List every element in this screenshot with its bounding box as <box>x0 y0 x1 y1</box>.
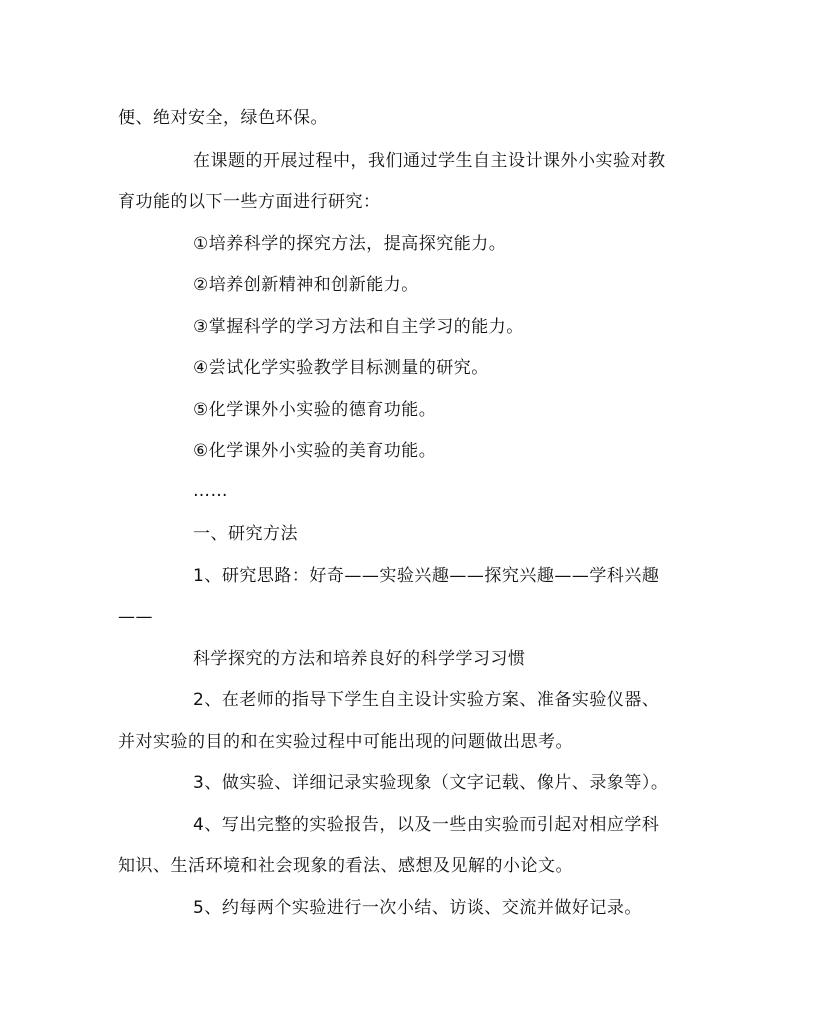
text-line-paragraph-start: 2、在老师的指导下学生自主设计实验方案、准备实验仪器、 <box>193 690 660 710</box>
list-item-5: ⑤化学课外小实验的德育功能。 <box>193 400 437 420</box>
list-item-6: ⑥化学课外小实验的美育功能。 <box>193 441 437 461</box>
text-line: 育功能的以下一些方面进行研究： <box>118 192 381 212</box>
text-line: 知识、生活环境和社会现象的看法、感想及见解的小论文。 <box>118 856 573 876</box>
text-line: 科学探究的方法和培养良好的科学学习习惯 <box>193 649 526 669</box>
section-heading: 一、研究方法 <box>193 524 298 544</box>
text-line-paragraph-start: 在课题的开展过程中，我们通过学生自主设计课外小实验对教 <box>193 151 666 171</box>
text-line-paragraph-start: 4、写出完整的实验报告，以及一些由实验而引起对相应学科 <box>193 815 660 835</box>
list-item-3: ③掌握科学的学习方法和自主学习的能力。 <box>193 317 524 337</box>
list-item-4: ④尝试化学实验教学目标测量的研究。 <box>193 358 489 378</box>
text-line-paragraph-start: 5、约每两个实验进行一次小结、访谈、交流并做好记录。 <box>193 898 642 918</box>
text-line: 并对实验的目的和在实验过程中可能出现的问题做出思考。 <box>118 732 573 752</box>
ellipsis: …… <box>193 481 228 501</box>
text-line-continuation: 便、绝对安全，绿色环保。 <box>118 108 328 128</box>
text-line-paragraph-start: 1、研究思路：好奇——实验兴趣——探究兴趣——学科兴趣 <box>193 566 660 586</box>
text-line-dash: —— <box>118 607 153 627</box>
list-item-2: ②培养创新精神和创新能力。 <box>193 275 419 295</box>
text-line-paragraph-start: 3、做实验、详细记录实验现象（文字记载、像片、录象等）。 <box>193 773 669 793</box>
list-item-1: ①培养科学的探究方法，提高探究能力。 <box>193 234 507 254</box>
